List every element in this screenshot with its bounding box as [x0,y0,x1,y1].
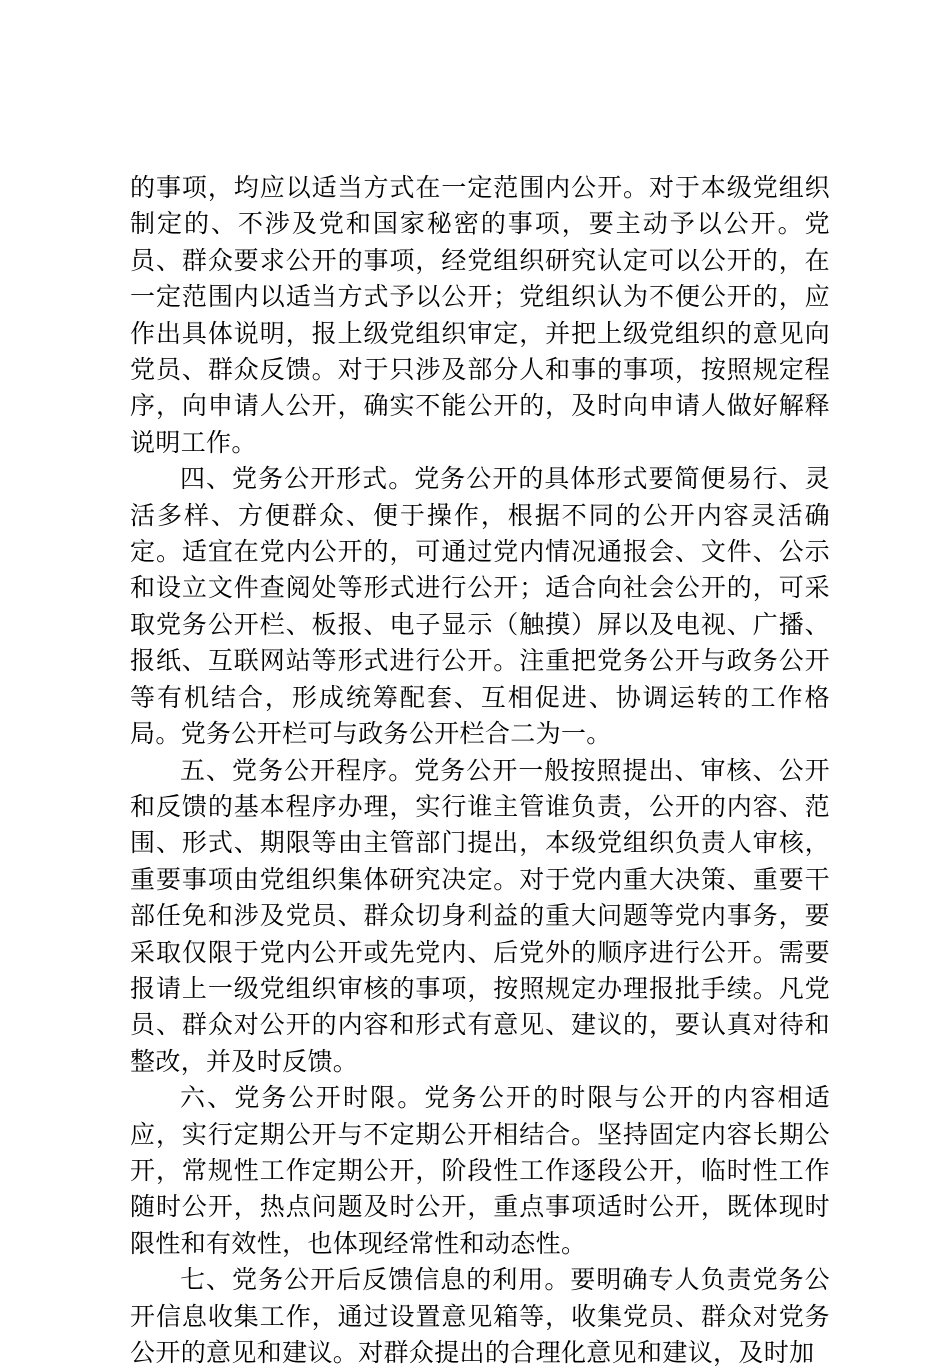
document-page [130,170,830,1371]
paragraph-4: 六、党务公开时限。党务公开的时限与公开的内容相适应，实行定期公开与不定期公开相结合。坚持固定内容长期公开，常规性工作定期公开，阶段性工作逐段公开，临时性工作随时公开，热点问题及时公开，重点事项适时公开，既体现时限性和有效性，也体现经常性和动态性。 [130,1083,830,1258]
paragraph-2: 四、党务公开形式。党务公开的具体形式要简便易行、灵活多样、方便群众、便于操作，根据不同的公开内容灵活确定。适宜在党内公开的，可通过党内情况通报会、文件、公示和设立文件查阅处等形式进行公开；适合向社会公开的，可采取党务公开栏、板报、电子显示（触摸）屏以及电视、广播、报纸、互联网站等形式进行公开。注重把党务公开与政务公开等有机结合，形成统筹配套、互相促进、协调运转的工作格局。党务公开栏可与政务公开栏合二为一。 [130,464,830,749]
paragraph-3: 五、党务公开程序。党务公开一般按照提出、审核、公开和反馈的基本程序办理，实行谁主管谁负责，公开的内容、范围、形式、期限等由主管部门提出，本级党组织负责人审核，重要事项由党组织集体研究决定。对于党内重大决策、重要干部任免和涉及党员、群众切身利益的重大问题等党内事务，要采取仅限于党内公开或先党内、后党外的顺序进行公开。需要报请上一级党组织审核的事项，按照规定办理报批手续。凡党员、群众对公开的内容和形式有意见、建议的，要认真对待和整改，并及时反馈。 [130,755,830,1076]
paragraph-1: 的事项，均应以适当方式在一定范围内公开。对于本级党组织制定的、不涉及党和国家秘密的事项，要主动予以公开。党员、群众要求公开的事项，经党组织研究认定可以公开的，在一定范围内以适当方式予以公开；党组织认为不便公开的，应作出具体说明，报上级党组织审定，并把上级党组织的意见向党员、群众反馈。对于只涉及部分人和事的事项，按照规定程序，向申请人公开，确实不能公开的，及时向申请人做好解释说明工作。 [130,173,830,457]
paragraph-5: 七、党务公开后反馈信息的利用。要明确专人负责党务公开信息收集工作，通过设置意见箱等，收集党员、群众对党务公开的意见和建议。对群众提出的合理化意见和建议，及时加 [130,1265,830,1367]
